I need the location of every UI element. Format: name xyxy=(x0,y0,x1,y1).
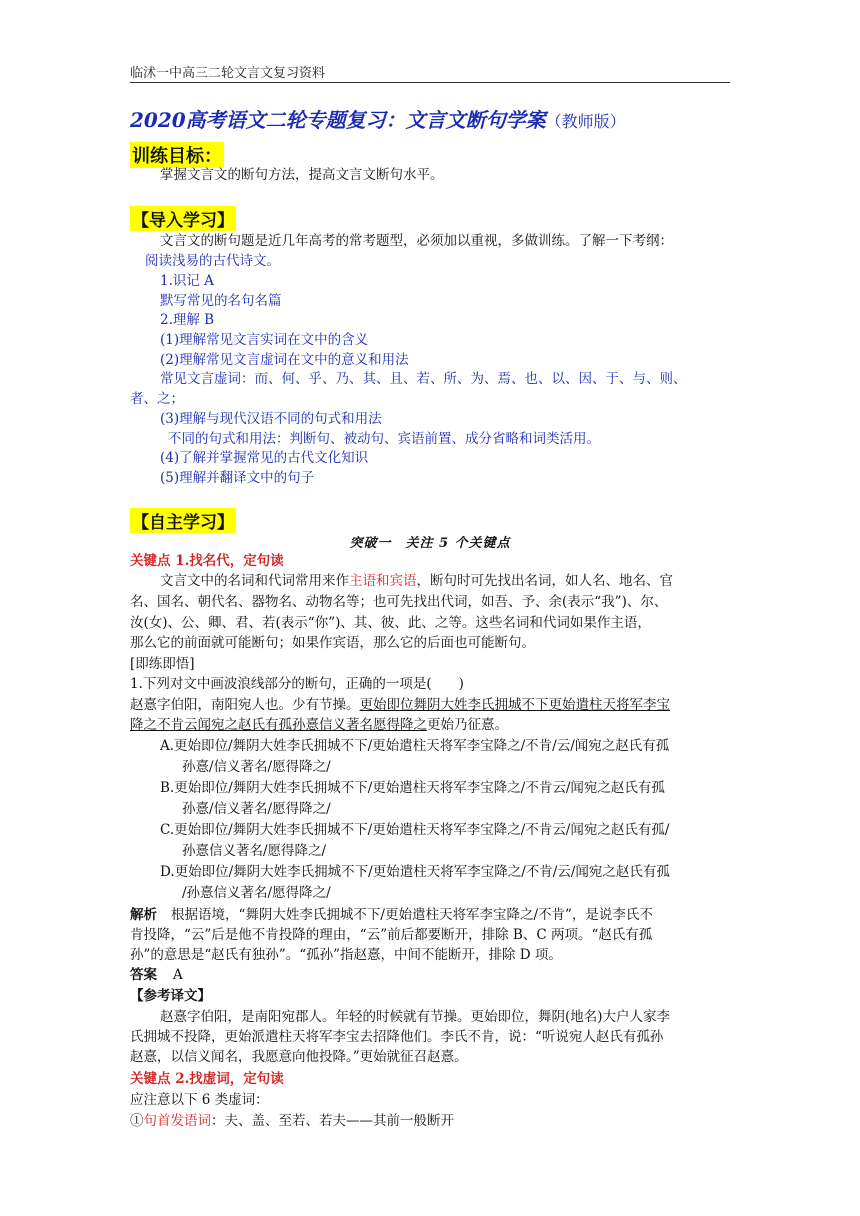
reference-line3: 赵憙，以信义闻名，我愿意向他投降。”更始就征召赵憙。 xyxy=(130,1049,468,1065)
document-title xyxy=(130,104,740,133)
question-1: 1.下列对文中画波浪线部分的断句，正确的一项是( ) xyxy=(130,676,464,692)
analysis-line3: 孙”的意思是“赵氏有独孙”。“孤孙”指赵憙，中间不能断开，排除 D 项。 xyxy=(130,947,562,963)
syllabus-item: 不同的句式和用法：判断句、被动句、宾语前置、成分省略和词类活用。 xyxy=(168,431,600,447)
goal-heading: 训练目标： xyxy=(130,142,224,168)
wavy-passage: 更始即位舞阴大姓李氏拥城不下更始遣柱天将军李宝 xyxy=(359,697,670,713)
para1-line3: 汝(女)、公、卿、君、若(表示“你”)、其、彼、此、之等。这些名词和代词如果作主语， xyxy=(130,615,651,631)
page-header: 临沭一中高三二轮文言文复习资料 xyxy=(130,66,326,81)
wavy-passage: 降之不肯云闻宛之赵氏有孤孙憙信义著名愿得降之 xyxy=(130,717,427,733)
syllabus-item: (1)理解常见文言实词在文中的含义 xyxy=(160,332,369,348)
syllabus-item: (2)理解常见文言虚词在文中的意义和用法 xyxy=(160,352,409,368)
syllabus-item: 1.识记 A xyxy=(160,273,214,289)
option-c-line2: 孙憙信义著名/愿得降之/ xyxy=(182,843,327,859)
option-b-line2: 孙憙/信义著名/愿得降之/ xyxy=(182,801,331,817)
syllabus-item: (3)理解与现代汉语不同的句式和用法 xyxy=(160,411,382,427)
passage-line1: 赵憙字伯阳，南阳宛人也。少有节操。更始即位舞阴大姓李氏拥城不下更始遣柱天将军李宝 xyxy=(130,697,670,713)
option-d-line2: /孙憙信义著名/愿得降之/ xyxy=(182,885,331,901)
intro-lead: 文言文的断句题是近几年高考的常考题型，必须加以重视，多做训练。了解一下考纲： xyxy=(160,233,673,249)
reference-line2: 氏拥城不投降，更始派遣柱天将军李宝去招降他们。李氏不肯，说：“听说宛人赵氏有孤孙 xyxy=(130,1029,664,1045)
reference-line1: 赵憙字伯阳，是南阳宛郡人。年轻的时候就有节操。更始即位，舞阴(地名)大户人家李 xyxy=(160,1009,671,1025)
key-point-2: 关键点 2.找虚词，定句读 xyxy=(130,1071,284,1087)
syllabus-item: 默写常见的名句名篇 xyxy=(160,293,282,309)
virtual-word-item-1: ①句首发语词：夫、盖、至若、若夫——其前一般断开 xyxy=(130,1113,454,1129)
syllabus-item: 2.理解 B xyxy=(160,312,215,328)
passage-line2: 降之不肯云闻宛之赵氏有孤孙憙信义著名愿得降之更始乃征憙。 xyxy=(130,717,508,733)
syllabus-item: 常见文言虚词：而、何、乎、乃、其、且、若、所、为、焉、也、以、因、于、与、则、 xyxy=(160,371,687,387)
para1-line1: 文言文中的名词和代词常用来作主语和宾语，断句时可先找出名词，如人名、地名、官 xyxy=(160,573,673,589)
title-main: 2020高考语文二轮专题复习：文言文断句学案 xyxy=(130,108,546,132)
syllabus-item: (4)了解并掌握常见的古代文化知识 xyxy=(160,450,369,466)
title-edition: （教师版） xyxy=(545,112,626,131)
option-a-line2: 孙憙/信义著名/愿得降之/ xyxy=(182,759,331,775)
intro-heading: 【导入学习】 xyxy=(130,206,236,231)
answer-line: 答案 A xyxy=(130,967,183,983)
note-line: 应注意以下 6 类虚词： xyxy=(130,1092,269,1108)
syllabus-item: (5)理解并翻译文中的句子 xyxy=(160,470,315,486)
option-a-line1: A.更始即位/舞阴大姓李氏拥城不下/更始遣柱天将军李宝降之/不肯/云/闻宛之赵氏有孤 xyxy=(160,738,670,754)
syllabus-item: 阅读浅易的古代诗文。 xyxy=(145,253,280,269)
key-point-1: 关键点 1.找名代，定句读 xyxy=(130,553,284,569)
syllabus-item: 者、之； xyxy=(130,391,184,407)
header-rule xyxy=(130,82,730,83)
para1-line2: 名、国名、朝代名、器物名、动物名等；也可先找出代词，如吾、予、余(表示“我”)、尔、 xyxy=(130,594,668,610)
goal-text: 掌握文言文的断句方法，提高文言文断句水平。 xyxy=(160,167,444,183)
para1-line4: 那么它的前面就可能断句；如果作宾语，那么它的后面也可能断句。 xyxy=(130,635,535,651)
option-d-line1: D.更始即位/舞阴大姓李氏拥城不下/更始遣柱天将军李宝降之/不肯/云/闻宛之赵氏有孤 xyxy=(160,864,670,880)
option-b-line1: B.更始即位/舞阴大姓李氏拥城不下/更始遣柱天将军李宝降之/不肯云/闻宛之赵氏有孤 xyxy=(160,780,665,796)
analysis-line2: 肯投降，“云”后是他不肯投降的理由，“云”前后都要断开，排除 B、C 两项。“赵氏有孤 xyxy=(130,927,653,943)
practice-label: [即练即悟] xyxy=(130,656,195,672)
analysis-line1: 解析 根据语境，“舞阴大姓李氏拥城不下/更始遣柱天将军李宝降之/不肯”，是说李氏不 xyxy=(130,907,653,923)
self-study-heading: 【自主学习】 xyxy=(130,508,236,533)
option-c-line1: C.更始即位/舞阴大姓李氏拥城不下/更始遣柱天将军李宝降之/不肯云/闻宛之赵氏有孤/ xyxy=(160,822,670,838)
reference-heading: 【参考译文】 xyxy=(130,988,211,1004)
breakthrough-subtitle: 突破一 关注 5 个关键点 xyxy=(349,536,511,551)
